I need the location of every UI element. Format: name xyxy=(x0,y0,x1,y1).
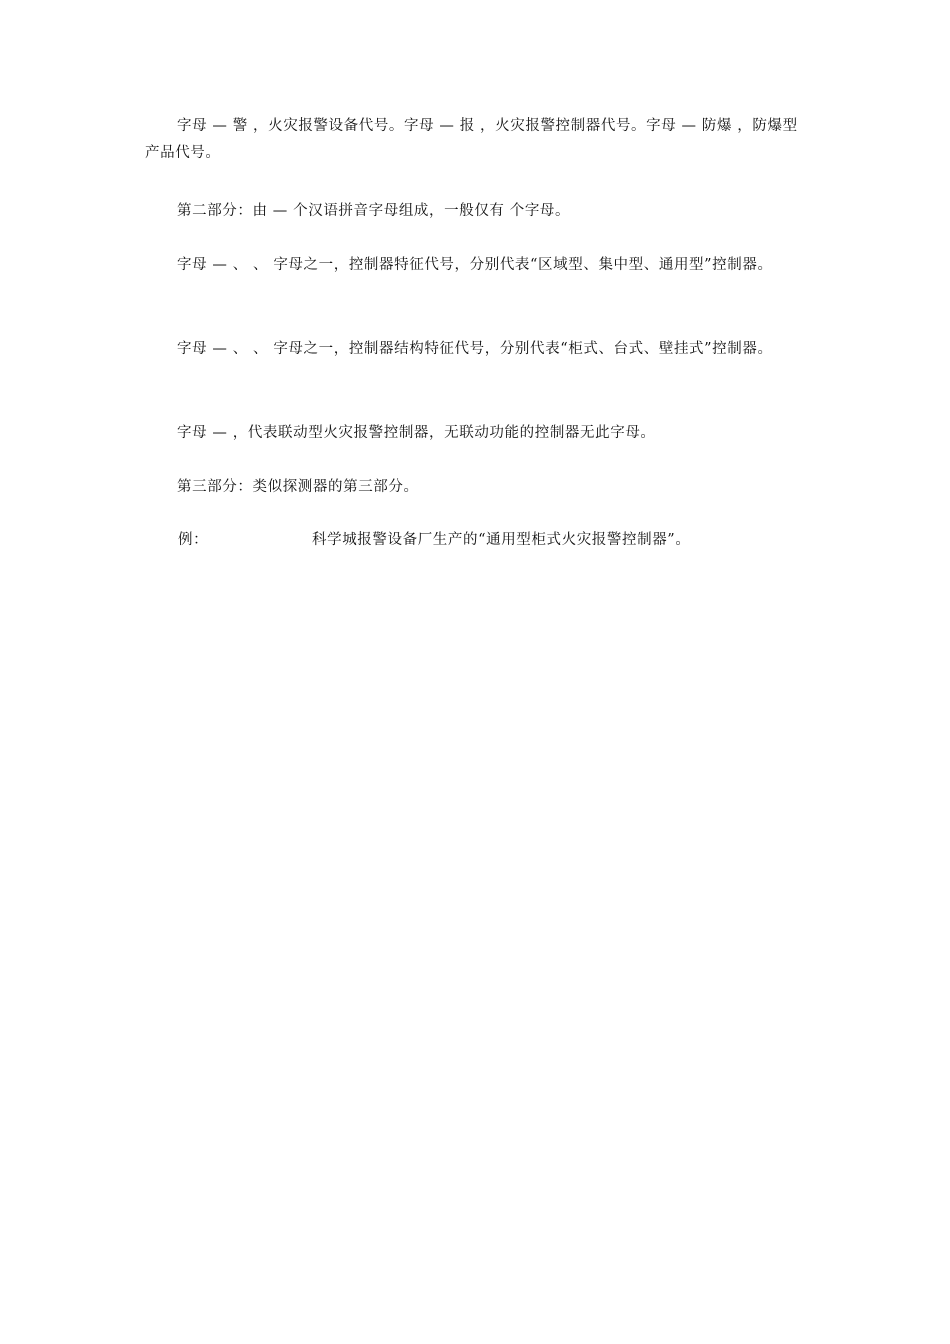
example-label: 例： xyxy=(178,532,209,548)
paragraph-linkage-type: 字母 — ，代表联动型火灾报警控制器，无联动功能的控制器无此字母。 xyxy=(177,425,656,441)
paragraph-letter-codes: 字母 — 警 ，火灾报警设备代号。字母 — 报 ，火灾报警控制器代号。字母 — 防爆 ，防爆型产品代号。 xyxy=(145,118,798,161)
paragraph-controller-feature: 字母 — 、 、 字母之一，控制器特征代号，分别代表“区域型、集中型、通用型”控制器。 xyxy=(177,257,773,273)
paragraph-part-three: 第三部分：类似探测器的第三部分。 xyxy=(177,479,419,495)
paragraph-part-two: 第二部分：由 — 个汉语拼音字母组成，一般仅有 个字母。 xyxy=(177,203,571,219)
paragraph-controller-structure: 字母 — 、 、 字母之一，控制器结构特征代号，分别代表“柜式、台式、壁挂式”控制器。 xyxy=(177,341,773,357)
example-text: 科学城报警设备厂生产的“通用型柜式火灾报警控制器”。 xyxy=(312,532,691,548)
